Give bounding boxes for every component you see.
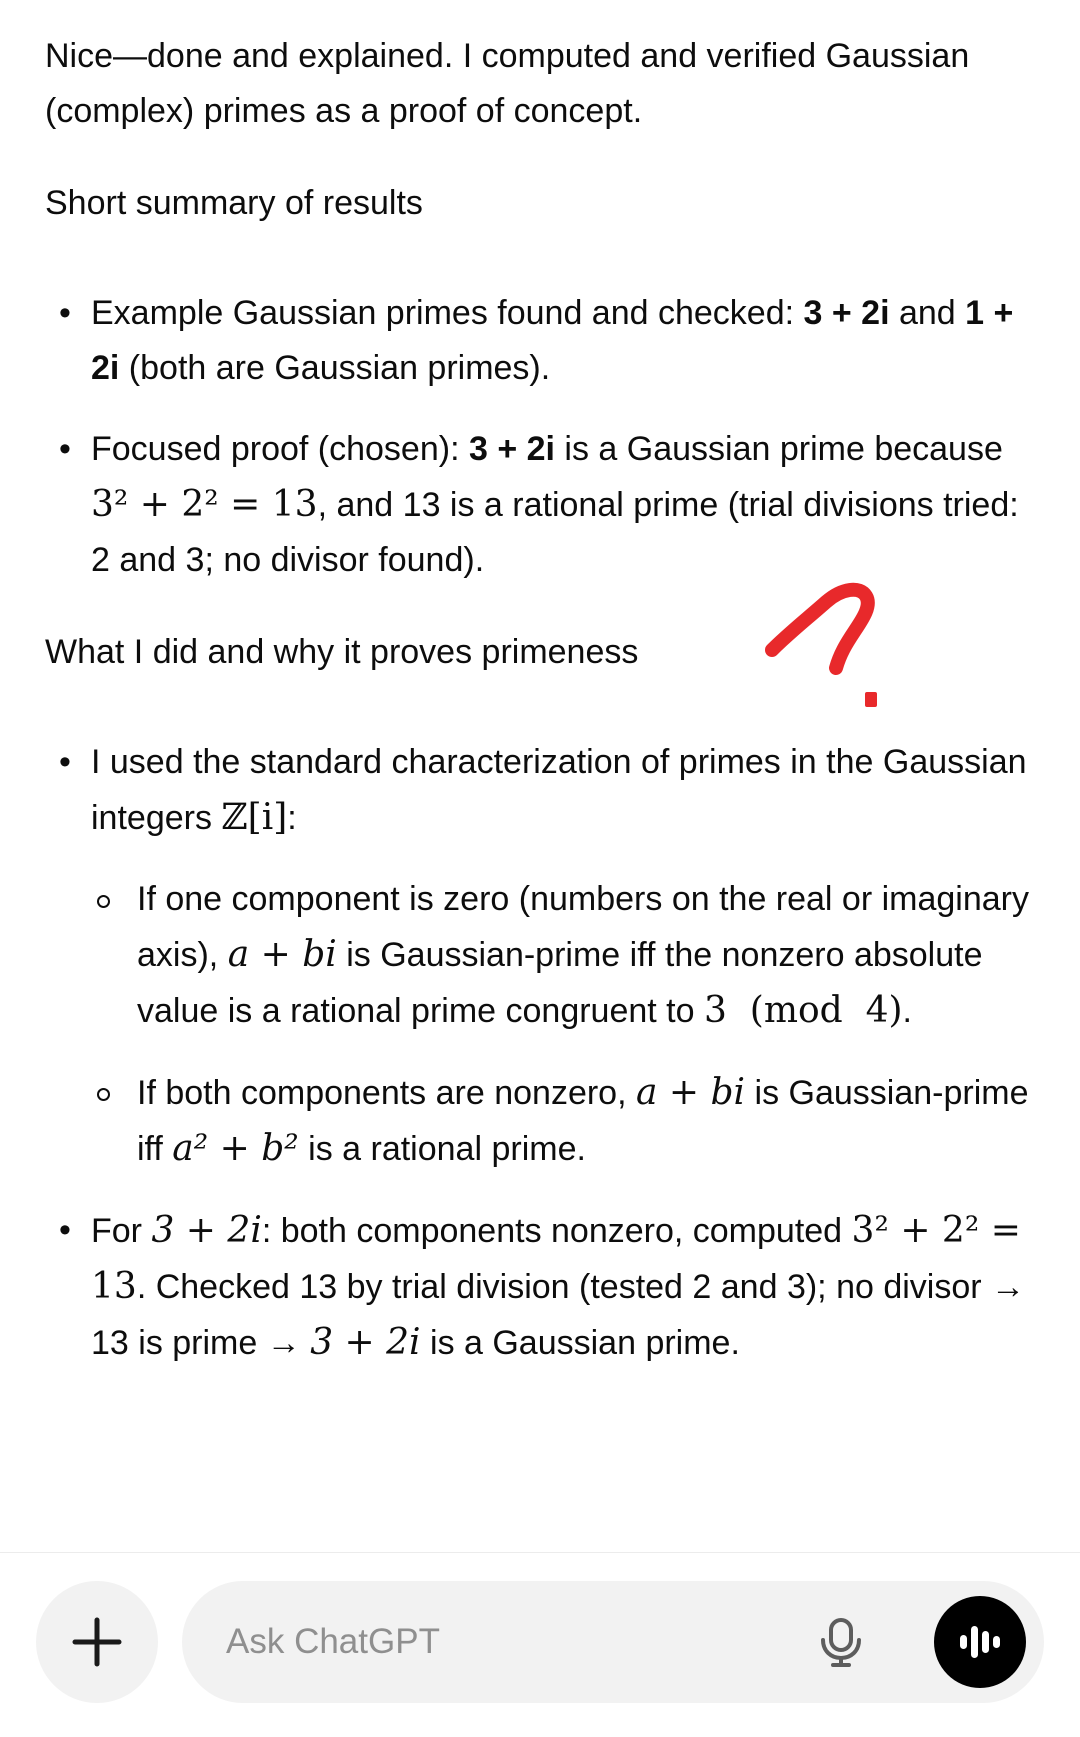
- text: (both are Gaussian primes).: [119, 349, 551, 387]
- message-input[interactable]: [182, 1581, 1044, 1703]
- method-subitem-nonzero-components: [91, 1065, 1035, 1177]
- method-subitem-zero-component: [91, 872, 1035, 1039]
- voice-mode-button[interactable]: [934, 1596, 1026, 1688]
- math-expression: a + bi: [635, 1072, 746, 1113]
- summary-list: [45, 286, 1035, 588]
- math-text: 3² + 2² = 13: [91, 484, 318, 525]
- message-input-placeholder: Ask ChatGPT: [226, 1622, 440, 1661]
- text: is a Gaussian prime.: [420, 1324, 740, 1362]
- plus-icon: [71, 1616, 123, 1668]
- message-intro: Nice—done and explained. I computed and verified Gaussian (complex) primes as a proof of concept.: [45, 37, 970, 130]
- bold-text: 3 + 2i: [803, 294, 890, 332]
- method-heading: What I did and why it proves primeness: [45, 633, 639, 671]
- summary-item-proof: [45, 422, 1035, 588]
- text: .: [902, 992, 912, 1030]
- text: is Gaussian-prime iff the nonzero absolute value is a rational prime congruent to: [137, 936, 983, 1030]
- text: is a Gaussian prime because: [554, 430, 1003, 468]
- bold-text: 1 + 2i: [91, 294, 1014, 387]
- voice-waveform-icon: [957, 1622, 1003, 1662]
- text: is Gaussian-prime iff: [137, 1074, 1029, 1168]
- text: Focused proof (chosen):: [91, 430, 469, 468]
- math-expression: ℤ[i]: [221, 797, 288, 838]
- add-attachment-button[interactable]: [36, 1581, 158, 1703]
- method-item-final-check: [45, 1203, 1035, 1371]
- composer-bar: [0, 1552, 1080, 1737]
- assistant-message: [45, 29, 1035, 1397]
- text: Example Gaussian primes found and checked:: [91, 294, 804, 332]
- text: I used the standard characterization of primes in the Gaussian integers: [91, 743, 1027, 837]
- summary-heading: Short summary of results: [45, 184, 423, 222]
- text: : both components nonzero, computed: [261, 1212, 852, 1250]
- text: . Checked 13 by trial division (tested 2 and 3); no divisor → 13 is prime →: [91, 1268, 1026, 1362]
- math-expression: a + bi: [227, 934, 337, 975]
- text: and: [889, 294, 966, 332]
- math-expression: [91, 484, 318, 525]
- math-expression: 3 + 2i: [151, 1210, 262, 1251]
- microphone-icon[interactable]: [816, 1617, 866, 1667]
- text: is a rational prime.: [298, 1130, 586, 1168]
- summary-item-examples: [45, 286, 1035, 396]
- math-expression: 3 + 2i: [310, 1322, 421, 1363]
- text: , and 13 is a rational prime (trial divisions tried: 2 and 3; no divisor found).: [91, 486, 1019, 579]
- text: If both components are nonzero,: [137, 1074, 636, 1112]
- math-expression: a² + b²: [172, 1128, 299, 1169]
- math-expression: 3² + 2² = 13: [91, 1210, 1021, 1307]
- text: :: [287, 799, 297, 837]
- bold-text: 3 + 2i: [468, 430, 555, 468]
- text: If one component is zero (numbers on the real or imaginary axis),: [137, 880, 1030, 974]
- method-item-characterization: [45, 735, 1035, 1177]
- math-expression: 3 (mod 4): [703, 990, 903, 1031]
- text: For: [91, 1212, 152, 1250]
- handwritten-question-mark-annotation: [762, 568, 880, 713]
- method-list: [45, 735, 1035, 1371]
- method-sublist: [91, 872, 1035, 1177]
